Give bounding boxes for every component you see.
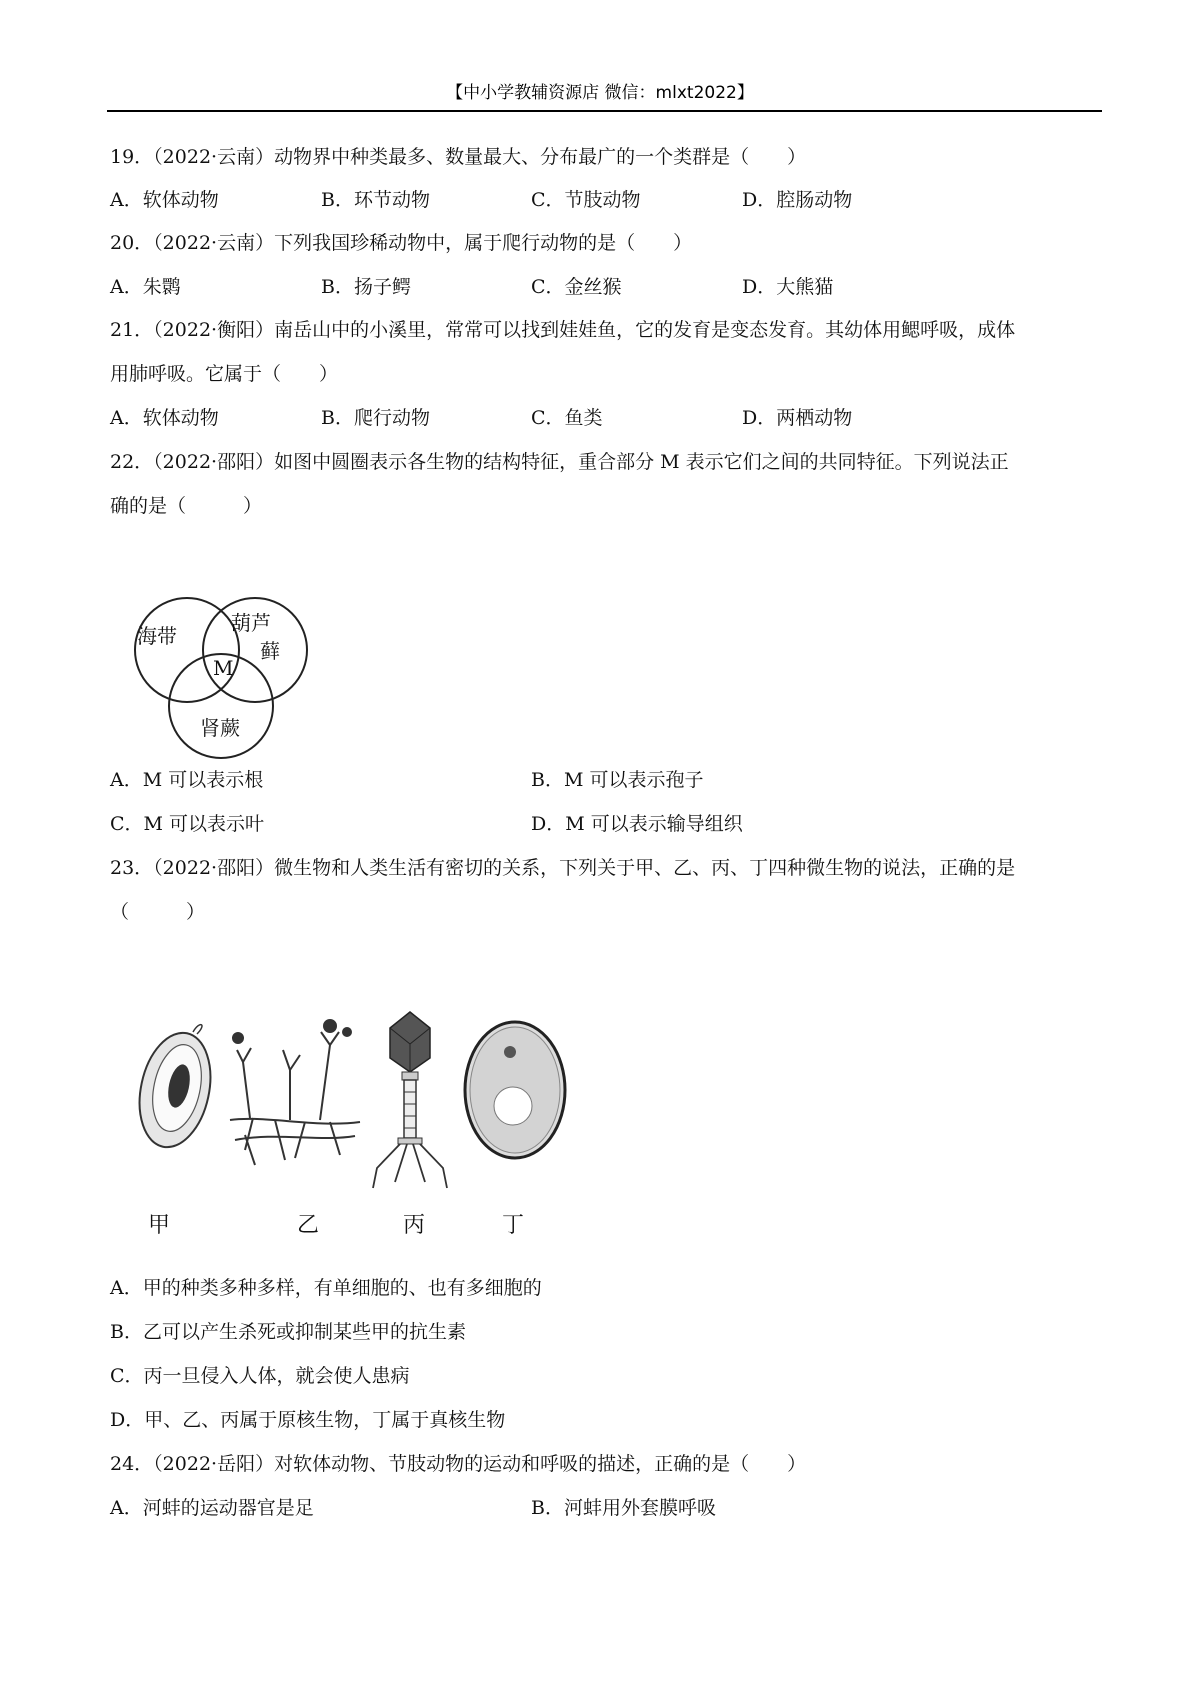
venn-label-fern: 肾蕨 — [200, 716, 240, 740]
q20-option-b: B．扬子鳄 — [321, 276, 411, 298]
question-19-stem: 19．（2022·云南）动物界中种类最多、数量最大、分布最广的一个类群是（ ） — [110, 146, 807, 168]
q23-option-b: B．乙可以产生杀死或抑制某些甲的抗生素 — [110, 1321, 466, 1343]
question-24-stem: 24．（2022·岳阳）对软体动物、节肢动物的运动和呼吸的描述，正确的是（ ） — [110, 1453, 807, 1475]
q20-option-a: A．朱鹮 — [110, 276, 181, 298]
q21-option-c: C．鱼类 — [531, 407, 603, 429]
bacterium-illustration — [130, 1025, 221, 1154]
q24-option-a: A．河蚌的运动器官是足 — [110, 1497, 314, 1519]
label-jia: 甲 — [148, 1213, 171, 1238]
question-22-stem-line2: 确的是（ ） — [110, 495, 263, 517]
question-21-stem-line1: 21．（2022·衡阳）南岳山中的小溪里，常常可以找到娃娃鱼，它的发育是变态发育。其幼体用鳃呼吸，成体 — [110, 319, 1016, 341]
page-header: 【中小学教辅资源店 微信：mlxt2022】 — [446, 83, 754, 103]
q22-option-d: D．M 可以表示输导组织 — [531, 813, 743, 835]
question-23-stem-line1: 23．（2022·邵阳）微生物和人类生活有密切的关系，下列关于甲、乙、丙、丁四种微生物的说法，正确的是 — [110, 857, 1016, 879]
label-bing: 丙 — [403, 1213, 426, 1238]
q21-option-a: A．软体动物 — [110, 407, 219, 429]
q23-option-c: C．丙一旦侵入人体，就会使人患病 — [110, 1365, 410, 1387]
question-20-stem: 20．（2022·云南）下列我国珍稀动物中，属于爬行动物的是（ ） — [110, 232, 693, 254]
venn-label-kelp: 海带 — [137, 624, 177, 648]
q23-option-d: D．甲、乙、丙属于原核生物，丁属于真核生物 — [110, 1409, 506, 1431]
header-divider — [107, 110, 1102, 112]
venn-center-m: M — [213, 656, 234, 680]
mold-illustration — [230, 1020, 360, 1165]
microorganism-figure — [125, 1010, 615, 1240]
venn-circle-kelp — [135, 598, 239, 702]
q19-option-c: C．节肢动物 — [531, 189, 641, 211]
question-23-stem-line2: （ ） — [110, 901, 206, 923]
q22-option-c: C．M 可以表示叶 — [110, 813, 265, 835]
label-ding: 丁 — [502, 1213, 525, 1238]
q24-option-b: B．河蚌用外套膜呼吸 — [531, 1497, 716, 1519]
question-22-stem-line1: 22．（2022·邵阳）如图中圆圈表示各生物的结构特征，重合部分 M 表示它们之间的共同特征。下列说法正 — [110, 451, 1009, 473]
q19-option-a: A．软体动物 — [110, 189, 219, 211]
q20-option-d: D．大熊猫 — [742, 276, 834, 298]
q21-option-d: D．两栖动物 — [742, 407, 853, 429]
q23-option-a: A．甲的种类多种多样，有单细胞的、也有多细胞的 — [110, 1277, 542, 1299]
venn-diagram — [120, 595, 310, 765]
label-yi: 乙 — [297, 1213, 320, 1238]
q20-option-c: C．金丝猴 — [531, 276, 622, 298]
question-21-stem-line2: 用肺呼吸。它属于（ ） — [110, 363, 339, 385]
q22-option-b: B．M 可以表示孢子 — [531, 769, 704, 791]
q19-option-b: B．环节动物 — [321, 189, 430, 211]
q19-option-d: D．腔肠动物 — [742, 189, 853, 211]
virus-illustration — [373, 1012, 447, 1188]
yeast-illustration — [465, 1022, 565, 1158]
venn-label-moss-line1: 葫芦 — [231, 611, 271, 635]
q22-option-a: A．M 可以表示根 — [110, 769, 264, 791]
venn-label-moss-line2: 藓 — [260, 639, 280, 663]
q21-option-b: B．爬行动物 — [321, 407, 430, 429]
